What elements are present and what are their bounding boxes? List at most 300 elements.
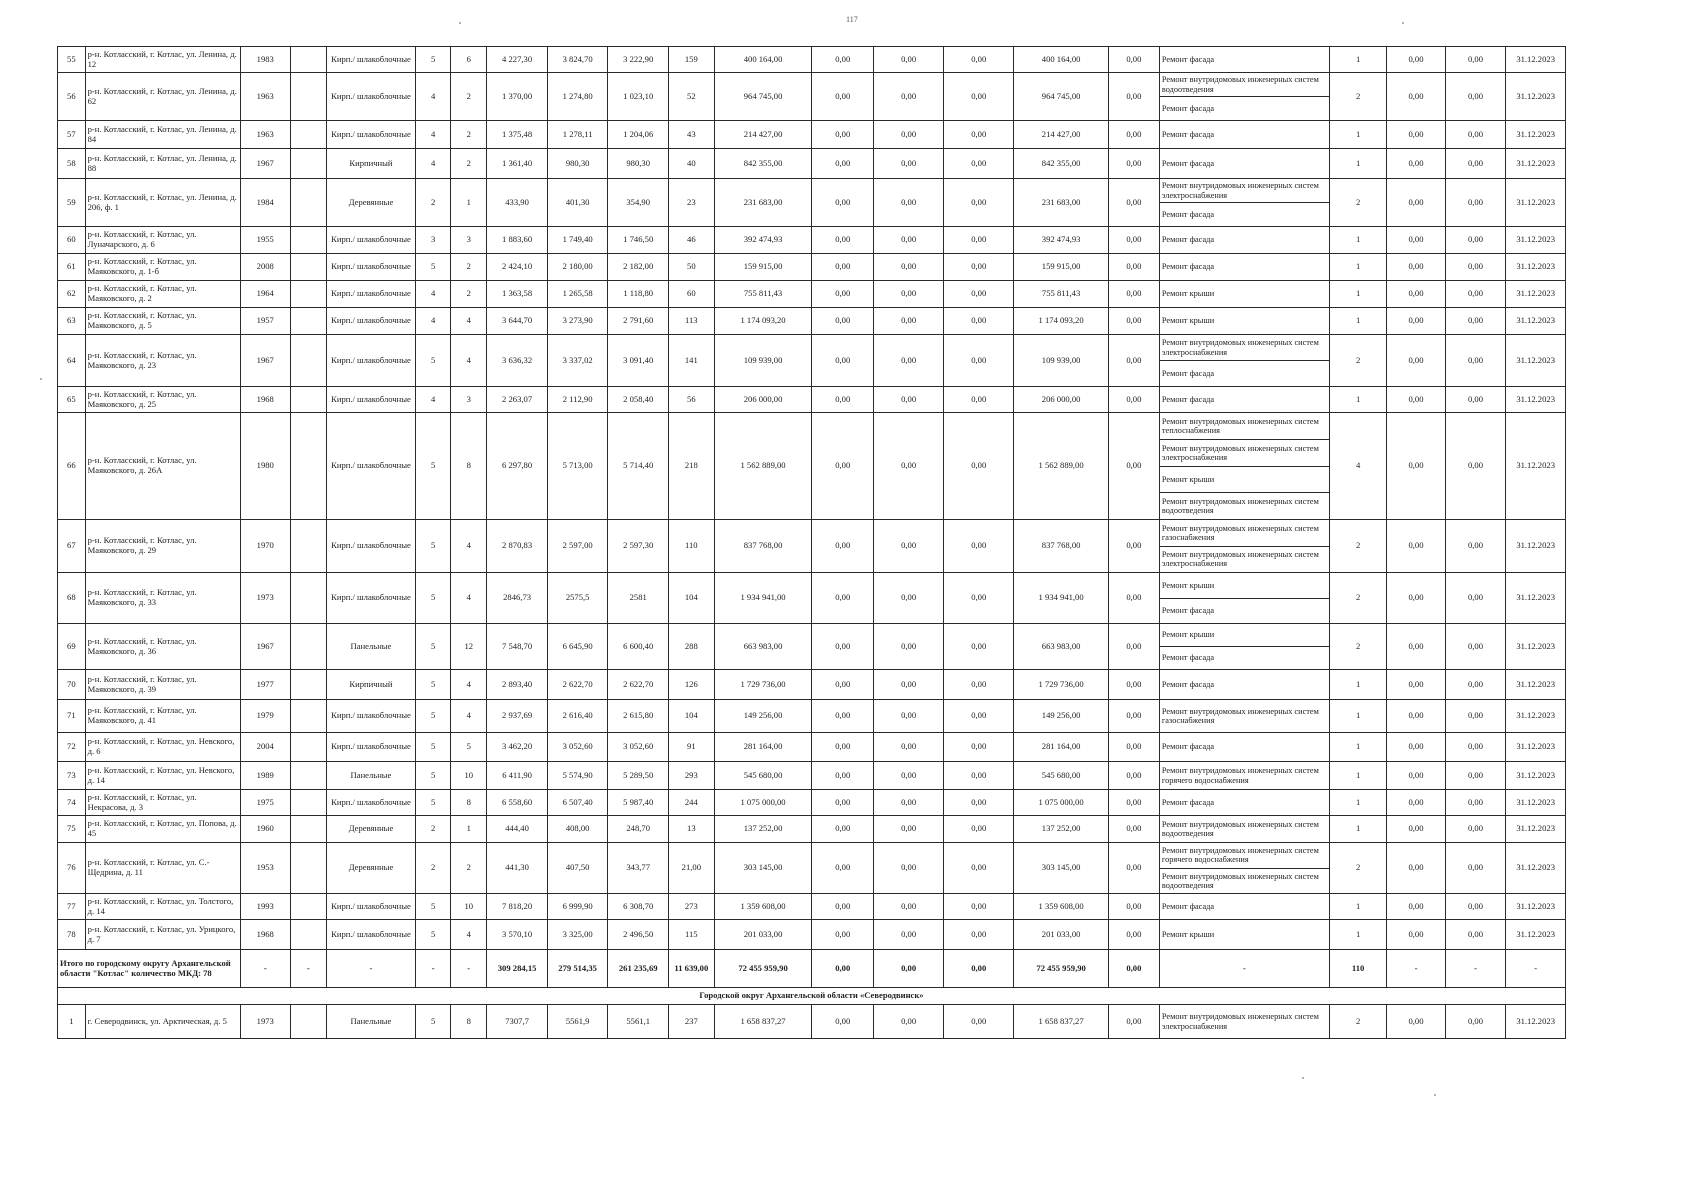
entrances: 4 — [451, 920, 487, 950]
work-item: Ремонт фасада — [1161, 235, 1215, 245]
wall-material: Кирп./ шлакоблочные — [326, 387, 415, 413]
works-list — [1159, 790, 1329, 816]
residents: 115 — [668, 920, 714, 950]
work-count: 1 — [1329, 790, 1386, 816]
unit-cost-2: 0,00 — [1445, 670, 1506, 700]
unit-cost-1: 0,00 — [1387, 335, 1445, 387]
fund-3: 0,00 — [944, 121, 1014, 149]
unit-cost-1: 0,00 — [1387, 520, 1445, 573]
residential-area: 1 274,80 — [547, 73, 608, 121]
table-row — [58, 47, 1566, 73]
work-count: 2 — [1329, 179, 1386, 227]
build-year: 1963 — [240, 73, 290, 121]
build-year: 1964 — [240, 281, 290, 308]
repair-cost: 400 164,00 — [714, 47, 812, 73]
address: р-н. Котласский, г. Котлас, ул. Маяковского, д. 2 — [85, 281, 240, 308]
fund-1: 0,00 — [812, 281, 874, 308]
work-count: 1 — [1329, 387, 1386, 413]
completion-date: 31.12.2023 — [1506, 227, 1566, 254]
commissioning-year — [290, 790, 326, 816]
residents: 293 — [668, 762, 714, 790]
unit-cost-1: 0,00 — [1387, 733, 1445, 762]
owned-area: 5 289,50 — [608, 762, 669, 790]
fund-3: 0,00 — [944, 149, 1014, 179]
repair-cost: 1 658 837,27 — [714, 1005, 812, 1039]
fund-3: 0,00 — [944, 335, 1014, 387]
residential-area: 3 273,90 — [547, 308, 608, 335]
address: р-н. Котласский, г. Котлас, ул. Луначарского, д. 6 — [85, 227, 240, 254]
residential-area: 5 574,90 — [547, 762, 608, 790]
residents: 60 — [668, 281, 714, 308]
unit-cost-1: 0,00 — [1387, 573, 1445, 624]
table-row — [58, 179, 1566, 227]
owned-area: 5561,1 — [608, 1005, 669, 1039]
entrances: 1 — [451, 179, 487, 227]
repair-cost: 1 562 889,00 — [714, 413, 812, 520]
owned-area: 2 496,50 — [608, 920, 669, 950]
work-item: Ремонт фасада — [1160, 202, 1329, 226]
table-row — [58, 121, 1566, 149]
residential-area: 6 507,40 — [547, 790, 608, 816]
residential-area: 2 622,70 — [547, 670, 608, 700]
commissioning-year — [290, 179, 326, 227]
fund-4: 663 983,00 — [1014, 624, 1109, 670]
fund-2: 0,00 — [874, 920, 944, 950]
owned-area: 3 222,90 — [608, 47, 669, 73]
build-year: 1973 — [240, 1005, 290, 1039]
dash-cell: - — [326, 950, 415, 988]
residents: 46 — [668, 227, 714, 254]
works-list — [1159, 670, 1329, 700]
owned-area: 3 091,40 — [608, 335, 669, 387]
repair-cost: 137 252,00 — [714, 816, 812, 843]
works-list — [1159, 179, 1329, 227]
owned-area: 2 182,00 — [608, 254, 669, 281]
fund-5: 0,00 — [1108, 573, 1159, 624]
fund-5: 0,00 — [1108, 920, 1159, 950]
unit-cost-2: 0,00 — [1445, 790, 1506, 816]
work-count: 2 — [1329, 335, 1386, 387]
fund-5: 0,00 — [1108, 670, 1159, 700]
table-row — [58, 762, 1566, 790]
unit-cost-1: 0,00 — [1387, 624, 1445, 670]
floors: 5 — [416, 894, 451, 920]
fund-1: 0,00 — [812, 520, 874, 573]
work-item: Ремонт внутридомовых инженерных систем электроснабжения — [1161, 1012, 1319, 1031]
fund-5: 0,00 — [1108, 762, 1159, 790]
unit-cost-2: 0,00 — [1445, 179, 1506, 227]
fund-2: 0,00 — [874, 670, 944, 700]
fund-2: 0,00 — [874, 387, 944, 413]
fund-3: 0,00 — [944, 308, 1014, 335]
total-area: 1 375,48 — [487, 121, 548, 149]
row-number: 73 — [58, 762, 86, 790]
fund-5: 0,00 — [1108, 149, 1159, 179]
works-list — [1159, 920, 1329, 950]
fund-3: 0,00 — [944, 920, 1014, 950]
row-number: 76 — [58, 843, 86, 894]
fund-1: 0,00 — [812, 733, 874, 762]
fund-3: 0,00 — [944, 179, 1014, 227]
address: р-н. Котласский, г. Котлас, ул. Урицкого, д. 7 — [85, 920, 240, 950]
unit-cost-2: 0,00 — [1445, 520, 1506, 573]
works-list — [1159, 281, 1329, 308]
row-number: 64 — [58, 335, 86, 387]
entrances: 8 — [451, 413, 487, 520]
address: р-н. Котласский, г. Котлас, ул. Маяковского, д. 5 — [85, 308, 240, 335]
fund-4: 231 683,00 — [1014, 179, 1109, 227]
fund-4: 201 033,00 — [1014, 920, 1109, 950]
work-item: Ремонт фасада — [1161, 129, 1215, 139]
wall-material: Деревянные — [326, 179, 415, 227]
table-row — [58, 254, 1566, 281]
works-list — [1159, 47, 1329, 73]
residential-area: 980,30 — [547, 149, 608, 179]
repair-cost: 663 983,00 — [714, 624, 812, 670]
fund-1: 0,00 — [812, 179, 874, 227]
work-item: Ремонт крыши — [1161, 289, 1215, 299]
total-area: 1 361,40 — [487, 149, 548, 179]
floors: 5 — [416, 700, 451, 733]
repair-cost: 303 145,00 — [714, 843, 812, 894]
row-number: 71 — [58, 700, 86, 733]
total-area: 433,90 — [487, 179, 548, 227]
residents: 126 — [668, 670, 714, 700]
wall-material: Кирп./ шлакоблочные — [326, 920, 415, 950]
floors: 4 — [416, 281, 451, 308]
entrances: 4 — [451, 308, 487, 335]
fund-2: 0,00 — [874, 843, 944, 894]
table-row — [58, 73, 1566, 121]
unit-cost-1: 0,00 — [1387, 387, 1445, 413]
work-count: 2 — [1329, 573, 1386, 624]
build-year: 1968 — [240, 387, 290, 413]
works-list — [1159, 520, 1329, 573]
unit-cost-2: 0,00 — [1445, 843, 1506, 894]
total-area: 6 411,90 — [487, 762, 548, 790]
build-year: 1967 — [240, 149, 290, 179]
fund-1: 0,00 — [812, 790, 874, 816]
floors: 4 — [416, 73, 451, 121]
completion-date: 31.12.2023 — [1506, 121, 1566, 149]
fund-5: 0,00 — [1108, 733, 1159, 762]
address: р-н. Котласский, г. Котлас, ул. С.-Щедрина, д. 11 — [85, 843, 240, 894]
work-count: 1 — [1329, 670, 1386, 700]
fund-2: 0,00 — [874, 816, 944, 843]
completion-date: 31.12.2023 — [1506, 762, 1566, 790]
completion-date: 31.12.2023 — [1506, 843, 1566, 894]
residents: 159 — [668, 47, 714, 73]
total-area: 7 818,20 — [487, 894, 548, 920]
fund-3: 0,00 — [944, 387, 1014, 413]
floors: 2 — [416, 816, 451, 843]
owned-area: 1 023,10 — [608, 73, 669, 121]
address: р-н. Котласский, г. Котлас, ул. Маяковского, д. 29 — [85, 520, 240, 573]
commissioning-year — [290, 670, 326, 700]
fund-3: 0,00 — [944, 843, 1014, 894]
fund-2: 0,00 — [874, 894, 944, 920]
work-count: 2 — [1329, 1005, 1386, 1039]
wall-material: Панельные — [326, 624, 415, 670]
commissioning-year — [290, 47, 326, 73]
owned-area: 1 204,06 — [608, 121, 669, 149]
table-row — [58, 733, 1566, 762]
build-year: 1967 — [240, 624, 290, 670]
commissioning-year — [290, 254, 326, 281]
fund-2: 0,00 — [874, 179, 944, 227]
works-list — [1159, 387, 1329, 413]
repair-cost: 214 427,00 — [714, 121, 812, 149]
commissioning-year — [290, 281, 326, 308]
owned-area: 5 714,40 — [608, 413, 669, 520]
table-row — [58, 281, 1566, 308]
repair-cost: 545 680,00 — [714, 762, 812, 790]
unit-cost-1: 0,00 — [1387, 816, 1445, 843]
commissioning-year — [290, 308, 326, 335]
wall-material: Кирпичный — [326, 670, 415, 700]
owned-area: 3 052,60 — [608, 733, 669, 762]
floors: 5 — [416, 790, 451, 816]
repair-cost: 201 033,00 — [714, 920, 812, 950]
fund-5: 0,00 — [1108, 227, 1159, 254]
fund-5: 0,00 — [1108, 413, 1159, 520]
register-table-area — [57, 46, 1566, 1116]
fund-1: 0,00 — [812, 573, 874, 624]
fund-4: 214 427,00 — [1014, 121, 1109, 149]
work-count: 1 — [1329, 894, 1386, 920]
build-year: 1957 — [240, 308, 290, 335]
wall-material: Кирп./ шлакоблочные — [326, 308, 415, 335]
address: р-н. Котласский, г. Котлас, ул. Ленина, д. 12 — [85, 47, 240, 73]
residential-area: 5 713,00 — [547, 413, 608, 520]
commissioning-year — [290, 73, 326, 121]
work-count: 1 — [1329, 762, 1386, 790]
build-year: 2008 — [240, 254, 290, 281]
completion-date: 31.12.2023 — [1506, 1005, 1566, 1039]
total-row — [58, 950, 1566, 988]
work-count: 2 — [1329, 520, 1386, 573]
fund-4: 400 164,00 — [1014, 47, 1109, 73]
fund-3: 0,00 — [944, 281, 1014, 308]
fund-1: 0,00 — [812, 1005, 874, 1039]
total-area: 2 263,07 — [487, 387, 548, 413]
fund-4: 109 939,00 — [1014, 335, 1109, 387]
fund-2: 0,00 — [874, 308, 944, 335]
residents: 237 — [668, 1005, 714, 1039]
unit-cost-2: 0,00 — [1445, 816, 1506, 843]
owned-area: 1 746,50 — [608, 227, 669, 254]
commissioning-year — [290, 920, 326, 950]
completion-date: 31.12.2023 — [1506, 281, 1566, 308]
work-count: 1 — [1329, 733, 1386, 762]
fund-1: 0,00 — [812, 73, 874, 121]
works-list — [1159, 700, 1329, 733]
commissioning-year — [290, 733, 326, 762]
wall-material: Кирп./ шлакоблочные — [326, 121, 415, 149]
completion-date: 31.12.2023 — [1506, 179, 1566, 227]
entrances: 2 — [451, 121, 487, 149]
dash-cell: - — [1506, 950, 1566, 988]
unit-cost-2: 0,00 — [1445, 413, 1506, 520]
floors: 5 — [416, 762, 451, 790]
capital-repair-register-table — [57, 46, 1566, 1039]
fund-4: 1 934 941,00 — [1014, 573, 1109, 624]
table-row — [58, 1005, 1566, 1039]
work-item: Ремонт крыши — [1161, 630, 1215, 640]
commissioning-year — [290, 387, 326, 413]
commissioning-year — [290, 843, 326, 894]
total-area: 2 870,83 — [487, 520, 548, 573]
entrances: 4 — [451, 700, 487, 733]
table-row — [58, 894, 1566, 920]
works-list — [1159, 121, 1329, 149]
residents: 273 — [668, 894, 714, 920]
work-item: Ремонт внутридомовых инженерных систем газоснабжения — [1161, 706, 1319, 725]
wall-material: Кирп./ шлакоблочные — [326, 573, 415, 624]
fund-5: 0,00 — [1108, 308, 1159, 335]
unit-cost-2: 0,00 — [1445, 762, 1506, 790]
fund-1: 0,00 — [812, 700, 874, 733]
work-item: Ремонт крыши — [1160, 466, 1329, 493]
completion-date: 31.12.2023 — [1506, 413, 1566, 520]
row-number: 75 — [58, 816, 86, 843]
work-item: Ремонт внутридомовых инженерных систем горячего водоснабжения — [1161, 846, 1319, 865]
unit-cost-1: 0,00 — [1387, 179, 1445, 227]
residential-area: 408,00 — [547, 816, 608, 843]
commissioning-year — [290, 413, 326, 520]
commissioning-year — [290, 573, 326, 624]
unit-cost-1: 0,00 — [1387, 227, 1445, 254]
fund-4: 206 000,00 — [1014, 387, 1109, 413]
residents: 288 — [668, 624, 714, 670]
unit-cost-1: 0,00 — [1387, 149, 1445, 179]
fund-3: 0,00 — [944, 624, 1014, 670]
residential-area: 407,50 — [547, 843, 608, 894]
unit-cost-1: 0,00 — [1387, 254, 1445, 281]
unit-cost-1: 0,00 — [1387, 762, 1445, 790]
fund-4: 137 252,00 — [1014, 816, 1109, 843]
residential-area: 3 052,60 — [547, 733, 608, 762]
residential-area: 2 616,40 — [547, 700, 608, 733]
fund-4: 281 164,00 — [1014, 733, 1109, 762]
build-year: 1967 — [240, 335, 290, 387]
total-work-count: 110 — [1329, 950, 1386, 988]
work-count: 1 — [1329, 254, 1386, 281]
work-count: 1 — [1329, 121, 1386, 149]
fund-1: 0,00 — [812, 920, 874, 950]
residents: 50 — [668, 254, 714, 281]
work-item: Ремонт внутридомовых инженерных систем водоотведения — [1161, 75, 1319, 94]
work-item: Ремонт фасада — [1160, 360, 1329, 386]
wall-material: Кирп./ шлакоблочные — [326, 73, 415, 121]
row-number: 62 — [58, 281, 86, 308]
fund-1: 0,00 — [812, 308, 874, 335]
work-item: Ремонт внутридомовых инженерных систем водоотведения — [1160, 492, 1329, 519]
residential-area: 6 999,90 — [547, 894, 608, 920]
wall-material: Кирп./ шлакоблочные — [326, 413, 415, 520]
address: г. Северодвинск, ул. Арктическая, д. 5 — [85, 1005, 240, 1039]
floors: 2 — [416, 843, 451, 894]
owned-area: 354,90 — [608, 179, 669, 227]
fund-2: 0,00 — [874, 413, 944, 520]
total-area: 2 424,10 — [487, 254, 548, 281]
address: р-н. Котласский, г. Котлас, ул. Невского, д. 6 — [85, 733, 240, 762]
total-fund-1: 0,00 — [812, 950, 874, 988]
works-list — [1159, 149, 1329, 179]
unit-cost-1: 0,00 — [1387, 894, 1445, 920]
total-area: 1 883,60 — [487, 227, 548, 254]
fund-2: 0,00 — [874, 281, 944, 308]
repair-cost: 206 000,00 — [714, 387, 812, 413]
residential-area: 3 337,02 — [547, 335, 608, 387]
residents: 113 — [668, 308, 714, 335]
total-area: 441,30 — [487, 843, 548, 894]
fund-4: 964 745,00 — [1014, 73, 1109, 121]
table-row — [58, 413, 1566, 520]
unit-cost-1: 0,00 — [1387, 308, 1445, 335]
unit-cost-2: 0,00 — [1445, 227, 1506, 254]
build-year: 1993 — [240, 894, 290, 920]
residents: 91 — [668, 733, 714, 762]
owned-area: 2 791,60 — [608, 308, 669, 335]
build-year: 1960 — [240, 816, 290, 843]
wall-material: Кирп./ шлакоблочные — [326, 254, 415, 281]
address: р-н. Котласский, г. Котлас, ул. Ленина, д. 84 — [85, 121, 240, 149]
work-count: 1 — [1329, 920, 1386, 950]
entrances: 10 — [451, 762, 487, 790]
fund-4: 1 174 093,20 — [1014, 308, 1109, 335]
row-number: 77 — [58, 894, 86, 920]
unit-cost-2: 0,00 — [1445, 573, 1506, 624]
fund-5: 0,00 — [1108, 843, 1159, 894]
fund-4: 303 145,00 — [1014, 843, 1109, 894]
residents: 43 — [668, 121, 714, 149]
fund-5: 0,00 — [1108, 281, 1159, 308]
total-area: 1 363,58 — [487, 281, 548, 308]
build-year: 1953 — [240, 843, 290, 894]
build-year: 1970 — [240, 520, 290, 573]
unit-cost-2: 0,00 — [1445, 308, 1506, 335]
entrances: 10 — [451, 894, 487, 920]
address: р-н. Котласский, г. Котлас, ул. Ленина, д. 88 — [85, 149, 240, 179]
total-area: 2 893,40 — [487, 670, 548, 700]
row-number: 70 — [58, 670, 86, 700]
address: р-н. Котласский, г. Котлас, ул. Маяковского, д. 33 — [85, 573, 240, 624]
repair-cost: 837 768,00 — [714, 520, 812, 573]
fund-2: 0,00 — [874, 254, 944, 281]
total-owned-area: 261 235,69 — [608, 950, 669, 988]
fund-2: 0,00 — [874, 624, 944, 670]
works-list — [1159, 843, 1329, 894]
work-item: Ремонт фасада — [1161, 158, 1215, 168]
dash-cell: - — [1445, 950, 1506, 988]
completion-date: 31.12.2023 — [1506, 149, 1566, 179]
works-list — [1159, 413, 1329, 520]
residents: 13 — [668, 816, 714, 843]
work-count: 1 — [1329, 149, 1386, 179]
total-area: 7307,7 — [487, 1005, 548, 1039]
unit-cost-1: 0,00 — [1387, 73, 1445, 121]
fund-3: 0,00 — [944, 670, 1014, 700]
work-count: 2 — [1329, 73, 1386, 121]
fund-3: 0,00 — [944, 1005, 1014, 1039]
fund-5: 0,00 — [1108, 816, 1159, 843]
residential-area: 401,30 — [547, 179, 608, 227]
table-row — [58, 227, 1566, 254]
residential-area: 2 180,00 — [547, 254, 608, 281]
fund-3: 0,00 — [944, 790, 1014, 816]
work-count: 2 — [1329, 843, 1386, 894]
